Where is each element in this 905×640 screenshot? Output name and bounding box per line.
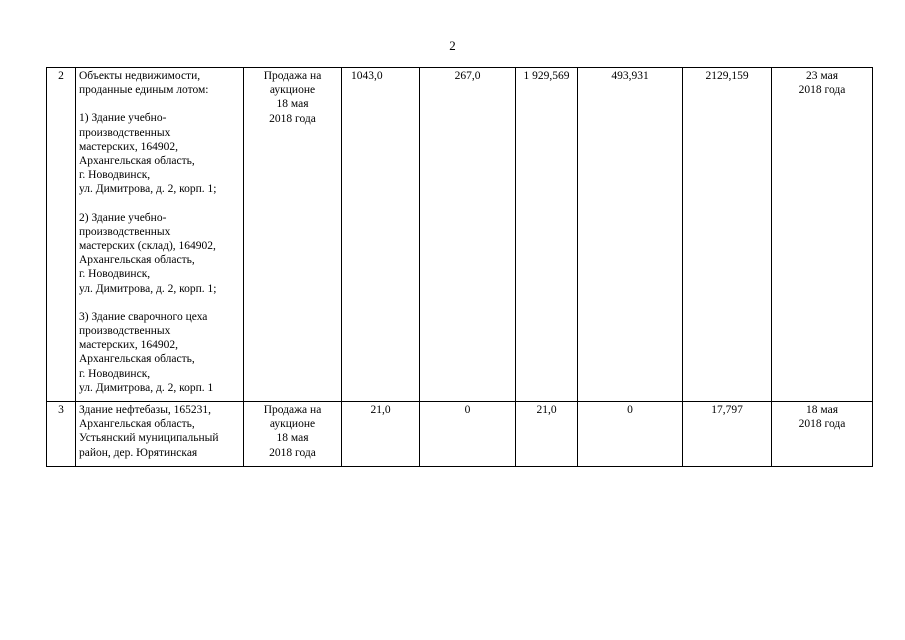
item-line: мастерских (склад), 164902, — [79, 240, 216, 253]
description-line: Архангельская область, — [79, 418, 195, 431]
item-line: 1) Здание учебно- — [79, 112, 167, 125]
object-description — [76, 68, 244, 402]
value-2: 0 — [420, 402, 516, 467]
description-line: Здание нефтебазы, 165231, — [79, 404, 212, 417]
property-sales-table — [46, 67, 873, 467]
item-line: Архангельская область, — [79, 353, 195, 366]
payment-date — [772, 68, 873, 402]
description-line: Объекты недвижимости, — [79, 70, 201, 82]
table-row — [47, 68, 873, 402]
method-line: 2018 года — [269, 446, 316, 459]
method-line: 18 мая — [276, 432, 309, 445]
value-1: 1043,0 — [342, 68, 420, 402]
item-line: ул. Димитрова, д. 2, корп. 1; — [79, 282, 217, 295]
item-line: г. Новодвинск, — [79, 169, 151, 182]
date-line: 2018 года — [798, 418, 846, 431]
date-line: 2018 года — [798, 84, 846, 97]
method-line: Продажа на — [263, 70, 322, 82]
value-4: 493,931 — [578, 68, 683, 402]
description-line: район, дер. Юрятинская — [79, 446, 198, 459]
value-1: 21,0 — [342, 402, 420, 467]
method-line: Продажа на — [263, 404, 322, 417]
item-line: производственных — [79, 126, 171, 139]
date-line: 18 мая — [806, 404, 838, 417]
payment-date — [772, 402, 873, 467]
value-2: 267,0 — [420, 68, 516, 402]
item-line: производственных — [79, 225, 171, 238]
item-line: 3) Здание сварочного цеха — [79, 310, 208, 323]
description-line: Устьянский муниципальный — [79, 432, 219, 445]
item-line: мастерских, 164902, — [79, 339, 179, 352]
item-line: г. Новодвинск, — [79, 367, 151, 380]
value-5: 2129,159 — [683, 68, 772, 402]
item-line: Архангельская область, — [79, 155, 195, 168]
item-line: Архангельская область, — [79, 254, 195, 267]
sale-method — [244, 68, 342, 402]
page-number: 2 — [449, 38, 456, 53]
item-line: 2) Здание учебно- — [79, 211, 167, 224]
table-row — [47, 402, 873, 467]
value-4: 0 — [578, 402, 683, 467]
value-5: 17,797 — [683, 402, 772, 467]
value-3: 21,0 — [516, 402, 578, 467]
method-line: аукционе — [269, 418, 316, 431]
item-line: производственных — [79, 325, 171, 338]
method-line: 2018 года — [269, 112, 316, 125]
method-line: аукционе — [269, 84, 316, 97]
object-description — [76, 402, 244, 467]
row-index: 3 — [47, 402, 76, 467]
sale-method — [244, 402, 342, 467]
row-index: 2 — [47, 68, 76, 402]
item-line: г. Новодвинск, — [79, 268, 151, 281]
method-line: 18 мая — [276, 98, 309, 111]
item-line: ул. Димитрова, д. 2, корп. 1 — [79, 381, 214, 394]
description-line: проданные единым лотом: — [79, 84, 209, 97]
date-line: 23 мая — [806, 70, 838, 82]
item-line: мастерских, 164902, — [79, 140, 179, 153]
value-3: 1 929,569 — [516, 68, 578, 402]
item-line: ул. Димитрова, д. 2, корп. 1; — [79, 183, 217, 196]
